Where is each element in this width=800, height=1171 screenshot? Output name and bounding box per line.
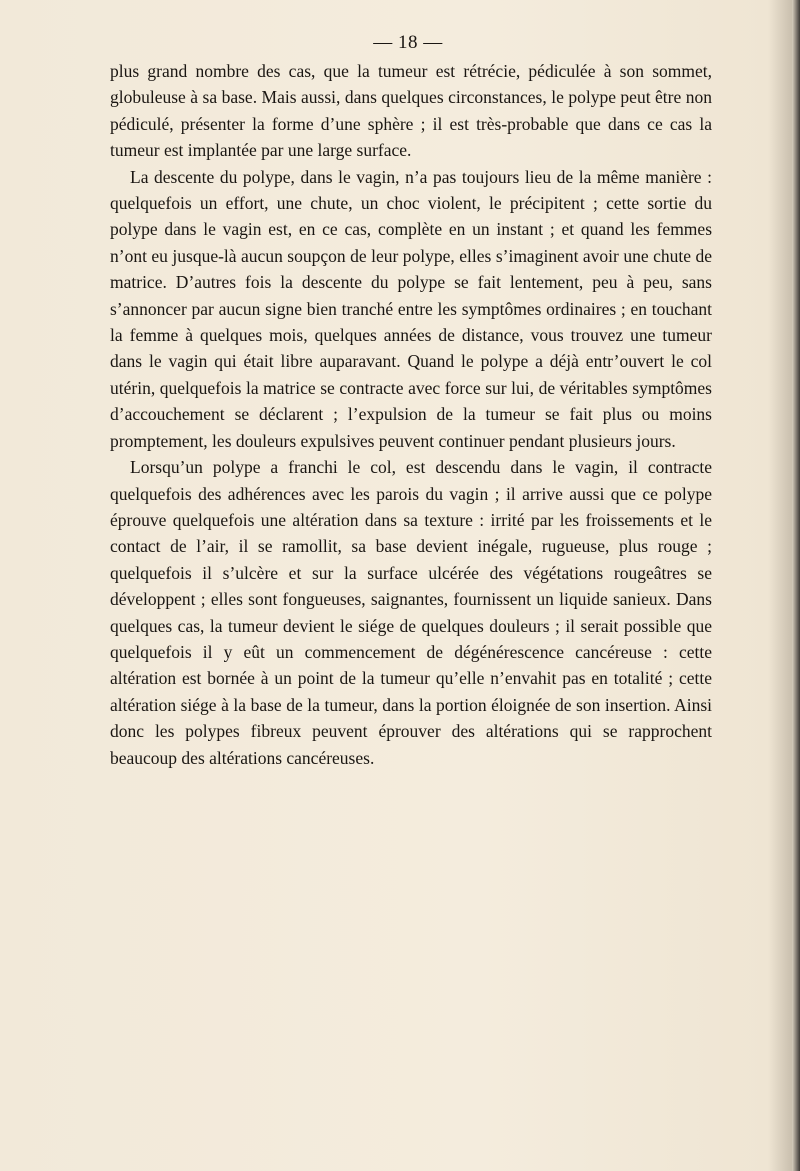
paragraph: La descente du polype, dans le vagin, n’a pas toujours lieu de la même manière : quelquefois un effort, une chute, un choc violent, le précipitent ; cette sortie du polype dans le vagin est, en ce cas, complète en un instant ; et quand les femmes n’ont eu jusque-là aucun soupçon de leur polype, elles s’imaginent avoir une chute de matrice. D’autres fois la descente du polype se fait lentement, peu à peu, sans s’annoncer par aucun signe bien tranché entre les symptômes ordinaires ; en touchant la femme à quelques mois, quelques années de distance, vous trouvez une tumeur dans le vagin qui était libre auparavant. Quand le polype a déjà entr’ouvert le col utérin, quelquefois la matrice se contracte avec force sur lui, de véritables symptômes d’accouchement se déclarent ; l’expulsion de la tumeur se fait plus ou moins promptement, les douleurs expulsives peuvent continuer pendant plusieurs jours. <box>110 166 712 451</box>
page-number: — 18 — <box>373 32 443 53</box>
paragraph: Lorsqu’un polype a franchi le col, est descendu dans le vagin, il contracte quelquefois des adhérences avec les parois du vagin ; il arrive aussi que ce polype éprouve quelquefois une altération dans sa texture : irrité par les froissements et le contact de l’air, il se ramollit, sa base devient inégale, rugueuse, plus rouge ; quelquefois il s’ulcère et sur la surface ulcérée des végétations rougeâtres se développent ; elles sont fongueuses, saignantes, fournissent un liquide sanieux. Dans quelques cas, la tumeur devient le siége de quelques douleurs ; il serait possible que quelquefois il y eût un commencement de dégénérescence cancéreuse : cette altération est bornée à un point de la tumeur qu’elle n’envahit pas en totalité ; cette altération siége à la base de la tumeur, dans la portion éloignée de son insertion. Ainsi donc les polypes fibreux peuvent éprouver des altérations qui se rapprochent beaucoup des altérations cancéreuses. <box>110 457 712 768</box>
paragraph: plus grand nombre des cas, que la tumeur est rétrécie, pédiculée à son sommet, globuleuse à sa base. Mais aussi, dans quelques circonstances, le polype peut être non pédiculé, présenter la forme d’une sphère ; il est très-probable que dans ce cas la tumeur est implantée par une large surface. <box>110 61 712 161</box>
body-text <box>110 58 712 771</box>
page-edge <box>792 0 800 1171</box>
